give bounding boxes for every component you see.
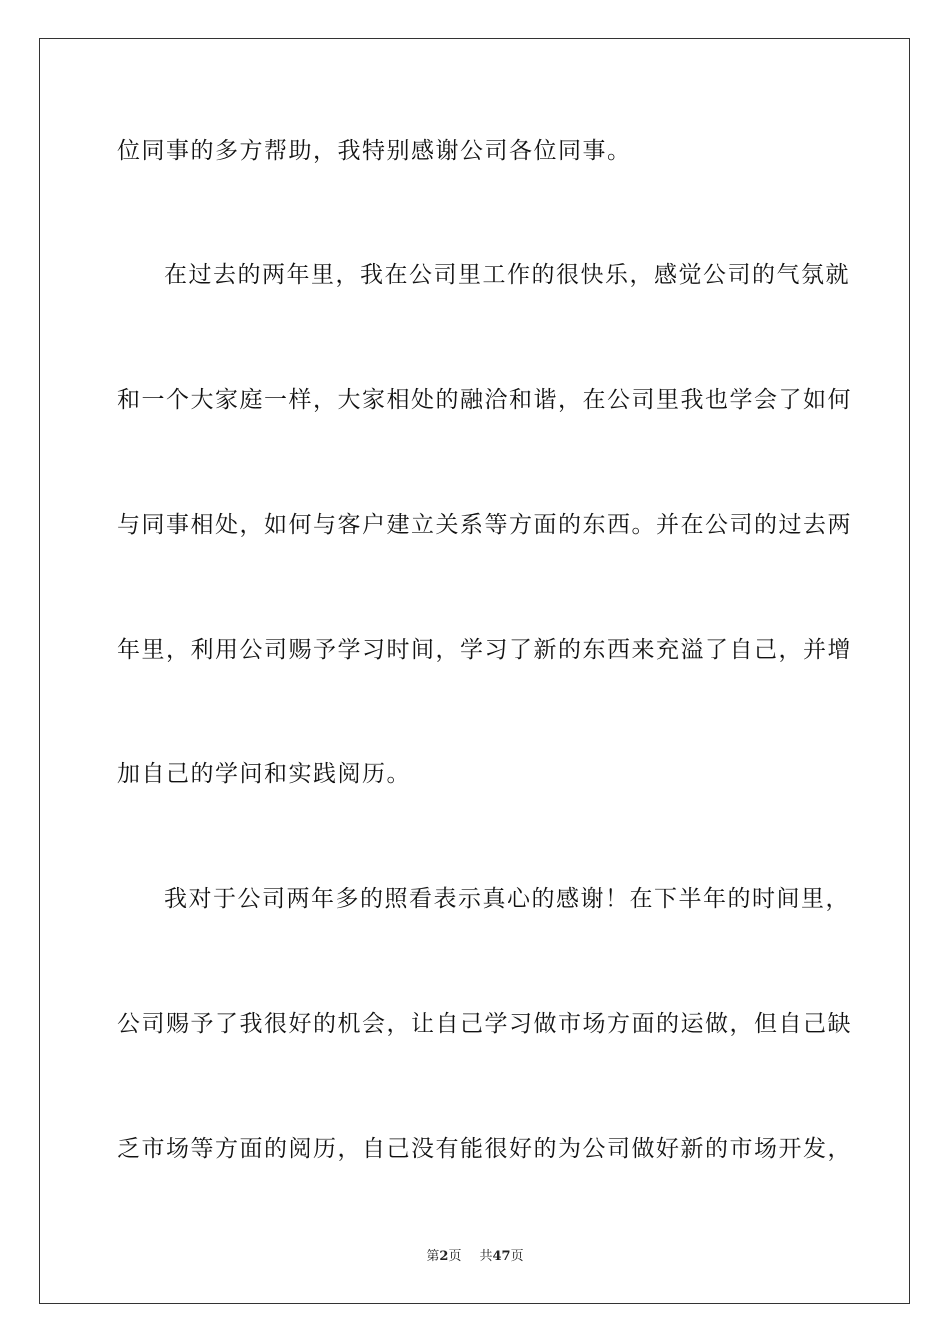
page-border (39, 38, 910, 1304)
text-line-5: 年里，利用公司赐予学习时间，学习了新的东西来充溢了自己，并增 (117, 637, 852, 663)
text-line-7: 我对于公司两年多的照看表示真心的感谢！在下半年的时间里， (164, 886, 850, 912)
text-line-8: 公司赐予了我很好的机会，让自己学习做市场方面的运做，但自己缺 (117, 1011, 852, 1037)
footer-page-number: 2 (439, 1249, 449, 1264)
footer-total-prefix: 共 (479, 1249, 493, 1264)
footer-page-prefix: 第 (426, 1249, 440, 1264)
page-footer (0, 1248, 950, 1266)
text-line-1: 位同事的多方帮助，我特别感谢公司各位同事。 (117, 138, 632, 164)
footer-page-suffix: 页 (448, 1249, 462, 1264)
text-line-2: 在过去的两年里，我在公司里工作的很快乐，感觉公司的气氛就 (164, 262, 850, 288)
text-line-9: 乏市场等方面的阅历，自己没有能很好的为公司做好新的市场开发， (117, 1136, 852, 1162)
text-line-6: 加自己的学问和实践阅历。 (117, 761, 411, 787)
footer-total-pages: 47 (492, 1249, 511, 1264)
text-line-4: 与同事相处，如何与客户建立关系等方面的东西。并在公司的过去两 (117, 512, 852, 538)
text-line-3: 和一个大家庭一样，大家相处的融洽和谐，在公司里我也学会了如何 (117, 387, 852, 413)
footer-total-suffix: 页 (510, 1249, 524, 1264)
